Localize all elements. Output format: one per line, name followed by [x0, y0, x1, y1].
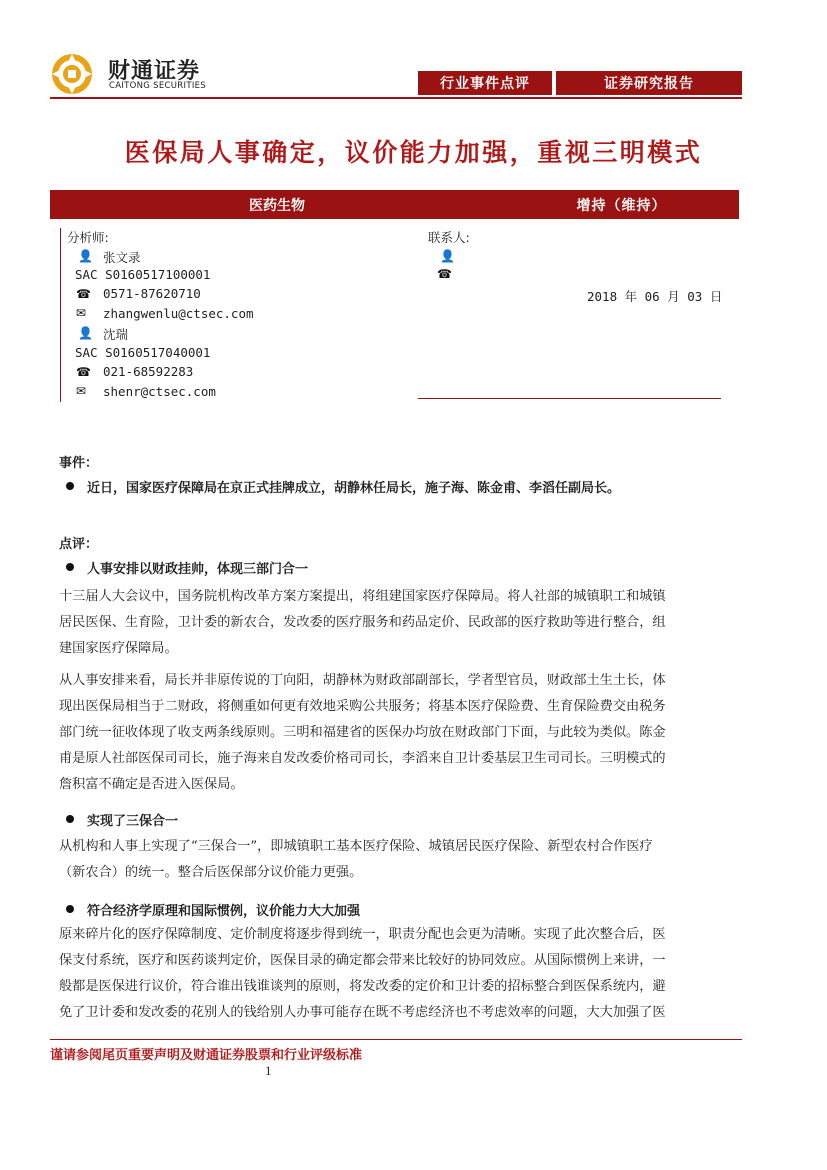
- contact-label: 联系人:: [428, 230, 470, 245]
- sector-rating-bar: [50, 190, 739, 219]
- paragraph-line: 詹积富不确定是否进入医保局。: [59, 777, 244, 792]
- paragraph-3: [59, 834, 731, 886]
- person-icon: 👤: [78, 249, 93, 263]
- paragraph-4: [59, 922, 731, 1026]
- event-summary: 近日，国家医疗保障局在京正式挂牌成立，胡静林任局长，施子海、陈金甫、李滔任副局长。: [87, 481, 621, 496]
- disclaimer-note: 谨请参阅尾页重要声明及财通证券股票和行业评级标准: [50, 1048, 363, 1063]
- comment-point-3: 符合经济学原理和国际惯例，议价能力大大加强: [87, 904, 361, 919]
- paragraph-line: 甫是原人社部医保司司长，施子海来自发改委价格司司长，李滔来自卫计委基层卫生司司长。三明模式的: [59, 751, 666, 766]
- paragraph-line: 从机构和人事上实现了“三保合一”，即城镇职工基本医疗保险、城镇居民医疗保险、新型农村合作医疗: [59, 839, 653, 854]
- page-number: 1: [265, 1063, 272, 1078]
- footer-divider: [50, 1039, 742, 1040]
- paragraph-line: 居民医保、生育险，卫计委的新农合，发改委的医疗服务和药品定价、民政部的医疗救助等进行整合，组: [59, 615, 666, 630]
- phone-icon: ☎: [76, 365, 91, 379]
- analyst-name: 张文录: [103, 250, 141, 265]
- analyst-sac: SAC S0160517040001: [75, 345, 211, 360]
- analyst-email: zhangwenlu@ctsec.com: [103, 306, 254, 321]
- paragraph-line: 般都是医保进行议价，符合谁出钱谁谈判的原则，将发改委的定价和卫计委的招标整合到医保系统内，避: [59, 979, 666, 994]
- paragraph-line: 从人事安排来看，局长并非原传说的丁向阳，胡静林为财政部副部长，学者型官员，财政部土生土长，体: [59, 673, 666, 688]
- paragraph-line: 保支付系统，医疗和医药谈判定价，医保目录的确定都会带来比较好的协同效应。从国际惯例上来讲，一: [59, 953, 666, 968]
- paragraph-2: [59, 668, 731, 798]
- rating-label: 增持（维持）: [576, 197, 667, 214]
- paragraph-line: 部门统一征收体现了收支两条线原则。三明和福建省的医保办均放在财政部门下面，与此较为类似。陈金: [59, 725, 666, 740]
- logo-chinese-text: 财通证券: [108, 59, 201, 84]
- company-logo: [50, 52, 220, 96]
- header-divider: [50, 97, 742, 99]
- bullet-icon: [66, 563, 74, 571]
- phone-icon: ☎: [76, 287, 91, 301]
- analyst-sac: SAC S0160517100001: [75, 267, 211, 282]
- paragraph-line: （新农合）的统一。整合后医保部分议价能力更强。: [59, 865, 363, 880]
- paragraph-line: 免了卫计委和发改委的花别人的钱给别人办事可能存在既不考虑经济也不考虑效率的问题，大大加强了医: [59, 1005, 666, 1020]
- analyst-email: shenr@ctsec.com: [103, 384, 216, 399]
- analyst-block-rule: [60, 228, 61, 402]
- tab-securities-research-report: 证券研究报告: [556, 71, 742, 95]
- person-icon: 👤: [440, 249, 455, 263]
- comment-heading: 点评：: [59, 537, 99, 552]
- analysts-label: 分析师:: [67, 230, 109, 245]
- paragraph-line: 现出医保局相当于二财政，将侧重如何更有效地采购公共服务；将基本医疗保险费、生育保险费交由税务: [59, 699, 666, 714]
- bullet-icon: [66, 815, 74, 823]
- email-icon: ✉: [76, 306, 87, 320]
- report-date: 2018 年 06 月 03 日: [587, 289, 723, 304]
- paragraph-1: [59, 584, 731, 662]
- paragraph-line: 原来碎片化的医疗保障制度、定价制度将逐步得到统一，职责分配也会更为清晰。实现了此次整合后，医: [59, 927, 666, 942]
- bullet-icon: [66, 905, 74, 913]
- tab-industry-event-review: 行业事件点评: [418, 71, 552, 95]
- report-title: 医保局人事确定，议价能力加强，重视三明模式: [124, 138, 703, 167]
- logo-english-text: CAITONG SECURITIES: [109, 81, 206, 91]
- contact-block-rule: [418, 398, 721, 399]
- event-heading: 事件：: [59, 456, 99, 471]
- analyst-name: 沈瑞: [103, 327, 129, 342]
- comment-point-2: 实现了三保合一: [87, 814, 179, 829]
- email-icon: ✉: [76, 384, 87, 398]
- analyst-phone: 021-68592283: [103, 364, 194, 379]
- analyst-phone: 0571-87620710: [103, 286, 201, 301]
- bullet-icon: [66, 482, 74, 490]
- phone-icon: ☎: [437, 267, 452, 281]
- comment-point-1: 人事安排以财政挂帅，体现三部门合一: [87, 562, 309, 577]
- paragraph-line: 建国家医疗保障局。: [59, 641, 178, 656]
- person-icon: 👤: [78, 326, 93, 340]
- paragraph-line: 十三届人大会议中，国务院机构改革方案方案提出，将组建国家医疗保障局。将人社部的城镇职工和城镇: [59, 589, 666, 604]
- sector-label: 医药生物: [249, 197, 305, 214]
- logo-mark-icon: [50, 52, 94, 96]
